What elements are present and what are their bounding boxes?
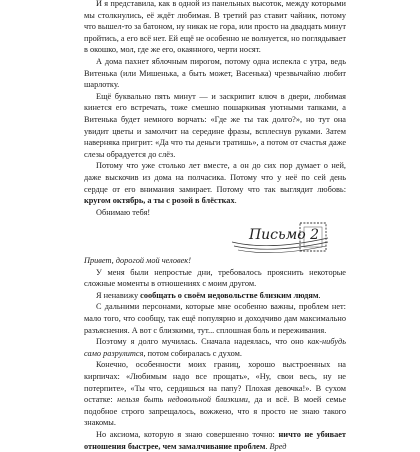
chapter-heading	[230, 221, 330, 255]
bold-phrase: сообщать о своём недовольстве близким людям	[140, 290, 319, 300]
text-run: У меня были непростые дни, требовалось прояснить некоторые сложные моменты в отношениях с моим другом.	[84, 267, 346, 289]
text-run: Ещё буквально пять минут — и заскрипит ключ в двери, любимая кинется его встречать, тоже смешно пошаркивая уютными тапками, а Витенька будет немного ворчать: «Где же ты так долго?», но тут она увидит цветы и замолчит на середине фразы, всплеснув руками. Затем наверняка пригрит: «Да что ты деньги тратишь», а потом от счастья даже слезы обрадуется до слёз.	[84, 91, 346, 159]
text-block-2	[84, 255, 346, 452]
text-run: .	[265, 441, 270, 451]
letter-greeting: Привет, дорогой мой человек!	[84, 256, 191, 265]
text-block-1	[84, 0, 346, 218]
text-run: .	[234, 196, 237, 206]
text-run: Конечно, особенности моих границ, хорошо выстроенных на кирпичах: «Любимым надо все прощать», «Ну, свои весь, ну не потерпите», «Ты что, сердишься на папу? Плохая девочка!». В сухом остатке:	[84, 360, 346, 405]
paragraph	[84, 429, 346, 452]
text-run: , да и всё. В моей семье подобное строго запрещалось, вожжено, что я просто не знаю такого знакомы.	[84, 395, 346, 428]
paragraph	[84, 336, 346, 359]
italic-phrase: как-нибудь само разрулится	[84, 337, 346, 358]
chapter-title: Письмо 2	[248, 227, 320, 243]
text-run: .	[318, 290, 321, 300]
text-run: Потому что уже столько лет вместе, а он до сих пор думает о ней, даже выскочив из дома на полчасика. Потому что у неё по сей день сердце от его внимания замирает. Потому что так выглядит любовь:	[84, 161, 346, 194]
paragraph	[84, 91, 346, 161]
italic-phrase: нельзя быть недовольной близкими	[117, 395, 248, 405]
paragraph	[84, 160, 346, 206]
text-run: , потом собиралась с духом.	[143, 348, 242, 358]
text-run: Обнимаю тебя!	[96, 207, 151, 217]
text-run: А дома пахнет яблочным пирогом, потому одна испекла с утра, ведь Витенька (или Мишенька, а быть может, Васенька) чрезвычайно любит шарлотку.	[84, 56, 346, 90]
paragraph	[84, 267, 346, 290]
text-run: Но аксиома, которую я знаю совершенно точно:	[96, 429, 279, 439]
paragraph	[84, 301, 346, 336]
italic-phrase: Вред	[269, 441, 287, 451]
text-run: Поэтому я долго мучилась. Сначала надеялась, что оно	[96, 337, 308, 347]
text-run: Я ненавижу	[96, 290, 141, 300]
paragraph	[84, 359, 346, 429]
bold-phrase: ничто не убивает отношения быстрее, чем замалчивание проблем	[84, 429, 346, 451]
text-run: С дальними персонами, которые мне особенно важны, проблем нет: мало того, что сообщу, так ещё популярно и доходчиво дам максимально разъяснения. А вот с близкими, тут... сплошная боль и переживания.	[84, 302, 346, 335]
paragraph	[84, 207, 346, 219]
bold-phrase: кругом октябрь, а ты с розой в блёстках	[84, 196, 235, 206]
paragraph	[84, 56, 346, 91]
text-run: И я представила, как в одной из панельных высоток, между которыми мы столкнулись, её ждёт любимая. В третий раз ставит чайник, потому что вышел-то за батоном, ну никак не гора, или просто на двадцать минут пройтись, а его всё нет. Ей ещё не особенно не волнуется, но поглядывает в окошко, мол, где же его, окаянного, черти носят.	[84, 0, 346, 55]
paragraph	[84, 0, 346, 56]
paragraph	[84, 290, 346, 302]
